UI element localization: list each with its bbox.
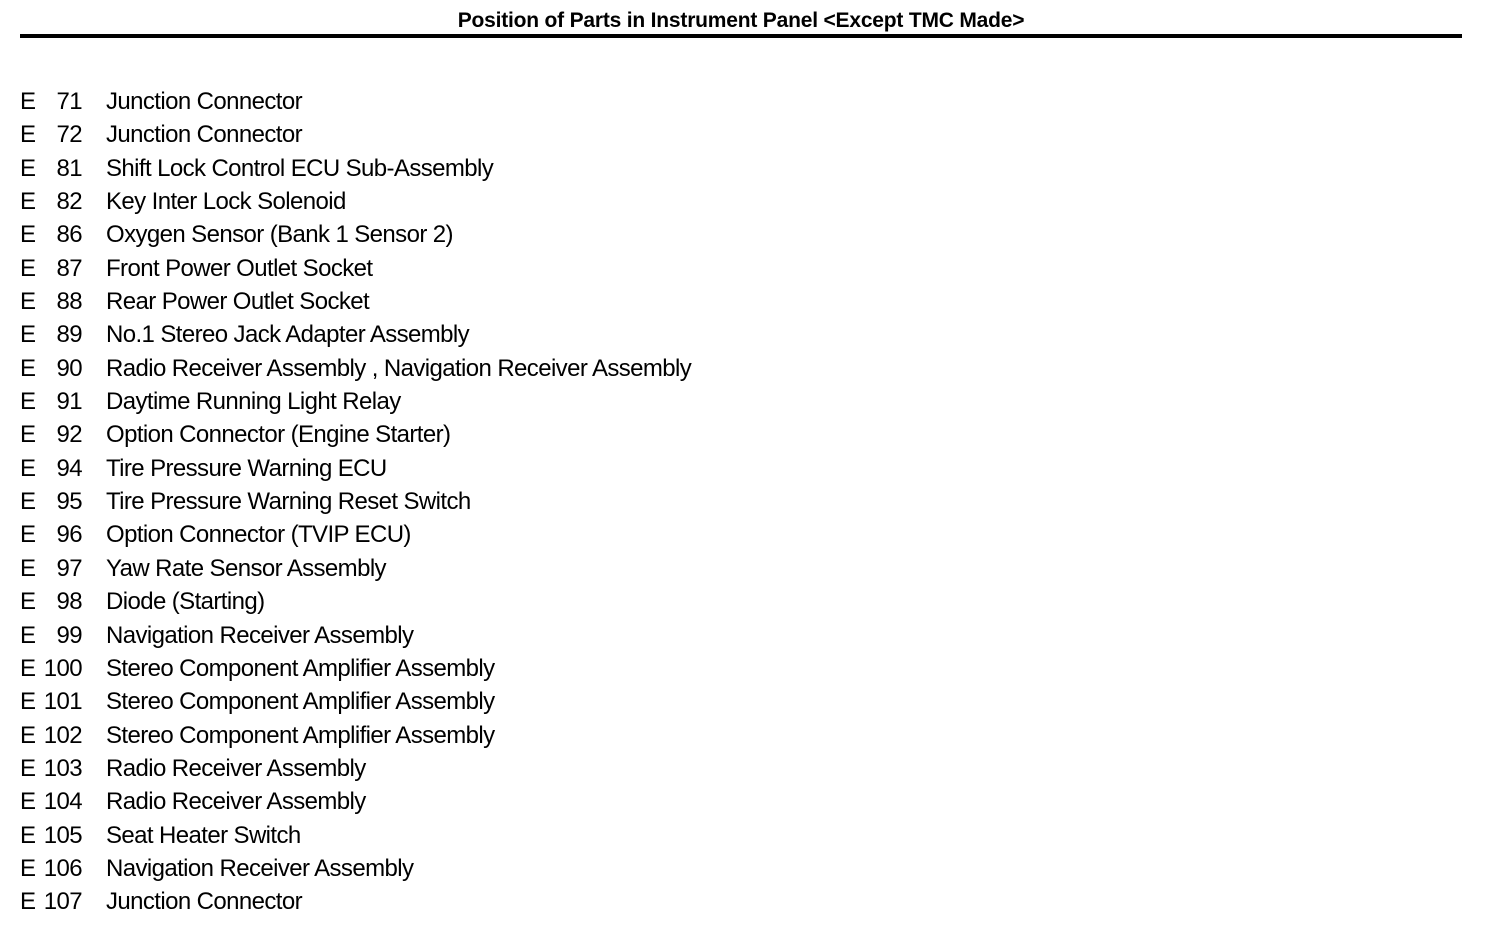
part-name: Daytime Running Light Relay — [106, 388, 401, 416]
page-title: Position of Parts in Instrument Panel <Except TMC Made> — [457, 9, 1025, 32]
part-row — [0, 518, 1504, 551]
part-connector-number: 105 — [43, 821, 82, 849]
part-connector-number: 106 — [43, 854, 82, 882]
part-connector-prefix: E — [20, 688, 36, 716]
part-name: Stereo Component Amplifier Assembly — [106, 654, 495, 682]
part-row — [0, 585, 1504, 618]
part-row — [0, 418, 1504, 451]
part-name: Rear Power Outlet Socket — [106, 288, 370, 316]
part-connector-prefix: E — [20, 588, 36, 616]
part-connector-number: 107 — [43, 888, 82, 916]
part-connector-prefix: E — [20, 888, 36, 916]
part-connector-prefix: E — [20, 188, 36, 216]
part-connector-number: 99 — [56, 621, 82, 649]
part-connector-prefix: E — [20, 254, 36, 282]
part-connector-number: 90 — [56, 354, 82, 382]
part-connector-prefix: E — [20, 154, 36, 182]
part-name: No.1 Stereo Jack Adapter Assembly — [106, 321, 470, 349]
part-name: Front Power Outlet Socket — [106, 254, 373, 282]
part-connector-number: 91 — [56, 388, 82, 416]
part-connector-prefix: E — [20, 554, 36, 582]
part-connector-number: 102 — [43, 721, 82, 749]
part-name: Key Inter Lock Solenoid — [106, 188, 346, 216]
part-row — [0, 852, 1504, 885]
part-row — [0, 452, 1504, 485]
part-connector-number: 94 — [56, 454, 82, 482]
part-name: Seat Heater Switch — [106, 821, 301, 849]
part-connector-prefix: E — [20, 754, 36, 782]
part-connector-prefix: E — [20, 788, 36, 816]
part-connector-prefix: E — [20, 854, 36, 882]
part-connector-prefix: E — [20, 354, 36, 382]
part-connector-number: 98 — [56, 588, 82, 616]
part-connector-prefix: E — [20, 621, 36, 649]
part-row — [0, 685, 1504, 718]
parts-list — [0, 85, 1504, 919]
part-name: Stereo Component Amplifier Assembly — [106, 688, 495, 716]
part-name: Shift Lock Control ECU Sub-Assembly — [106, 154, 494, 182]
part-name: Radio Receiver Assembly , Navigation Receiver Assembly — [106, 354, 692, 382]
part-connector-number: 81 — [56, 154, 82, 182]
part-connector-number: 95 — [56, 488, 82, 516]
part-row — [0, 819, 1504, 852]
part-row — [0, 485, 1504, 518]
part-connector-prefix: E — [20, 121, 36, 149]
part-name: Diode (Starting) — [106, 588, 265, 616]
part-name: Tire Pressure Warning Reset Switch — [106, 488, 471, 516]
part-name: Junction Connector — [106, 88, 302, 115]
part-row — [0, 785, 1504, 818]
part-row — [0, 85, 1504, 118]
part-row — [0, 252, 1504, 285]
part-name: Yaw Rate Sensor Assembly — [106, 554, 386, 582]
part-connector-number: 87 — [56, 254, 82, 282]
part-connector-number: 86 — [56, 221, 82, 249]
part-name: Stereo Component Amplifier Assembly — [106, 721, 495, 749]
part-connector-number: 103 — [43, 754, 82, 782]
part-row — [0, 118, 1504, 151]
part-connector-prefix: E — [20, 321, 36, 349]
part-row — [0, 218, 1504, 251]
part-connector-number: 71 — [56, 88, 82, 115]
part-name: Junction Connector — [106, 888, 302, 916]
part-name: Radio Receiver Assembly — [106, 754, 366, 782]
part-row — [0, 885, 1504, 918]
part-connector-number: 88 — [56, 288, 82, 316]
part-row — [0, 152, 1504, 185]
part-row — [0, 185, 1504, 218]
part-row — [0, 352, 1504, 385]
part-connector-number: 82 — [56, 188, 82, 216]
part-connector-prefix: E — [20, 88, 36, 115]
part-row — [0, 719, 1504, 752]
part-connector-number: 104 — [43, 788, 82, 816]
part-name: Option Connector (TVIP ECU) — [106, 521, 411, 549]
part-name: Navigation Receiver Assembly — [106, 621, 414, 649]
part-connector-prefix: E — [20, 388, 36, 416]
part-name: Oxygen Sensor (Bank 1 Sensor 2) — [106, 221, 453, 249]
part-connector-prefix: E — [20, 454, 36, 482]
part-connector-number: 72 — [56, 121, 82, 149]
part-connector-number: 96 — [56, 521, 82, 549]
part-row — [0, 285, 1504, 318]
part-connector-number: 92 — [56, 421, 82, 449]
part-connector-number: 100 — [43, 654, 82, 682]
part-name: Radio Receiver Assembly — [106, 788, 366, 816]
part-connector-prefix: E — [20, 488, 36, 516]
part-connector-prefix: E — [20, 721, 36, 749]
part-connector-prefix: E — [20, 288, 36, 316]
part-row — [0, 619, 1504, 652]
part-name: Tire Pressure Warning ECU — [106, 454, 387, 482]
part-name: Junction Connector — [106, 121, 302, 149]
part-connector-prefix: E — [20, 521, 36, 549]
part-name: Navigation Receiver Assembly — [106, 854, 414, 882]
part-row — [0, 652, 1504, 685]
part-connector-prefix: E — [20, 654, 36, 682]
part-connector-prefix: E — [20, 221, 36, 249]
part-connector-number: 101 — [43, 688, 82, 716]
part-connector-number: 97 — [56, 554, 82, 582]
title-divider — [20, 34, 1462, 38]
part-row — [0, 552, 1504, 585]
part-row — [0, 752, 1504, 785]
part-connector-number: 89 — [56, 321, 82, 349]
part-row — [0, 385, 1504, 418]
part-connector-prefix: E — [20, 821, 36, 849]
part-name: Option Connector (Engine Starter) — [106, 421, 451, 449]
part-connector-prefix: E — [20, 421, 36, 449]
part-row — [0, 318, 1504, 351]
